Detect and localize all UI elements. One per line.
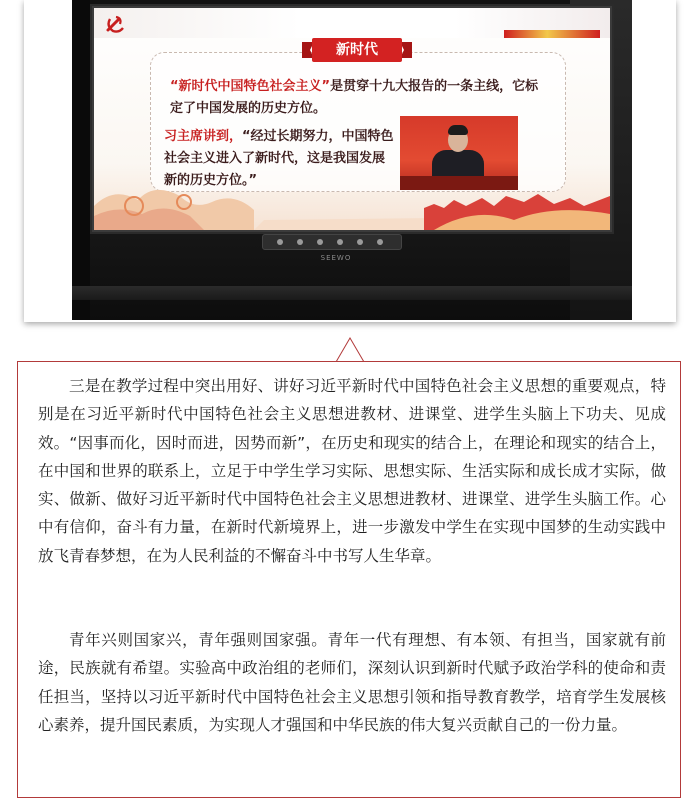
- toolbar-close-icon[interactable]: [377, 239, 383, 245]
- classroom-photo: [72, 0, 632, 320]
- speaker-hair: [448, 125, 468, 135]
- callout-pointer-icon: [336, 337, 364, 363]
- smart-board-toolbar[interactable]: [262, 234, 402, 250]
- slide-quote-rest: 是贯穿十九大报告的一条主线，它标定了中国发展的历史方位。: [170, 79, 539, 116]
- toolbar-menu-icon[interactable]: [337, 239, 343, 245]
- slide-banner-title: 新时代: [336, 42, 378, 58]
- slide-speech-quote: “经过长期努力，中国特色社会主义进入了新时代，这是我国发展新的历史方位。”: [164, 129, 394, 188]
- slide-speech-intro: 习主席讲到，: [164, 129, 243, 144]
- toolbar-eraser-icon[interactable]: [317, 239, 323, 245]
- article-paragraph-1: 三是在教学过程中突出用好、讲好习近平新时代中国特色社会主义思想的重要观点，特别是在习近平新时代中国特色社会主义思想进教材、进课堂、进学生头脑上下功夫、见成效。“因事而化，因时而进，因势而新”，在历史和现实的结合上，在理论和现实的结合上，在中国和世界的联系上，立足于中学生学习实际、思想实际、生活实际和成长成才实际，做实、做新、做好习近平新时代中国特色社会主义思想进教材、进课堂、进学生头脑工作。心中有信仰，奋斗有力量，在新时代新境界上，进一步激发中学生在实现中国梦的生动实践中放飞青春梦想，在为人民利益的不懈奋斗中书写人生华章。: [38, 377, 666, 565]
- slide-banner: [302, 38, 412, 62]
- presentation-slide: [94, 8, 610, 230]
- slide-corner-decoration: [504, 30, 600, 38]
- smart-board-screen: [90, 4, 614, 234]
- whiteboard-ledge: [72, 286, 632, 300]
- room-wall-left: [72, 0, 90, 320]
- article-paragraph-2: 青年兴则国家兴，青年强则国家强。青年一代有理想、有本领、有担当，国家就有前途，民族就有希望。实验高中政治组的老师们，深刻认识到新时代赋予政治学科的使命和责任担当，坚持以习近平新时代中国特色社会主义思想引领和指导教育教学，培育学生发展核心素养，提升国民素质，为实现人才强国和中华民族的伟大复兴贡献自己的一份力量。: [38, 631, 666, 734]
- slide-quote-text: [170, 76, 550, 120]
- auspicious-clouds-decoration: [94, 176, 610, 230]
- monitor-brand-label: SEEWO: [320, 254, 352, 262]
- slide-quote-highlight: “新时代中国特色社会主义”: [170, 79, 331, 94]
- toolbar-pen-icon[interactable]: [297, 239, 303, 245]
- toolbar-back-icon[interactable]: [277, 239, 283, 245]
- article-text-box: [17, 361, 681, 798]
- party-emblem-icon: [104, 14, 126, 34]
- photo-frame: [24, 0, 676, 322]
- toolbar-forward-icon[interactable]: [357, 239, 363, 245]
